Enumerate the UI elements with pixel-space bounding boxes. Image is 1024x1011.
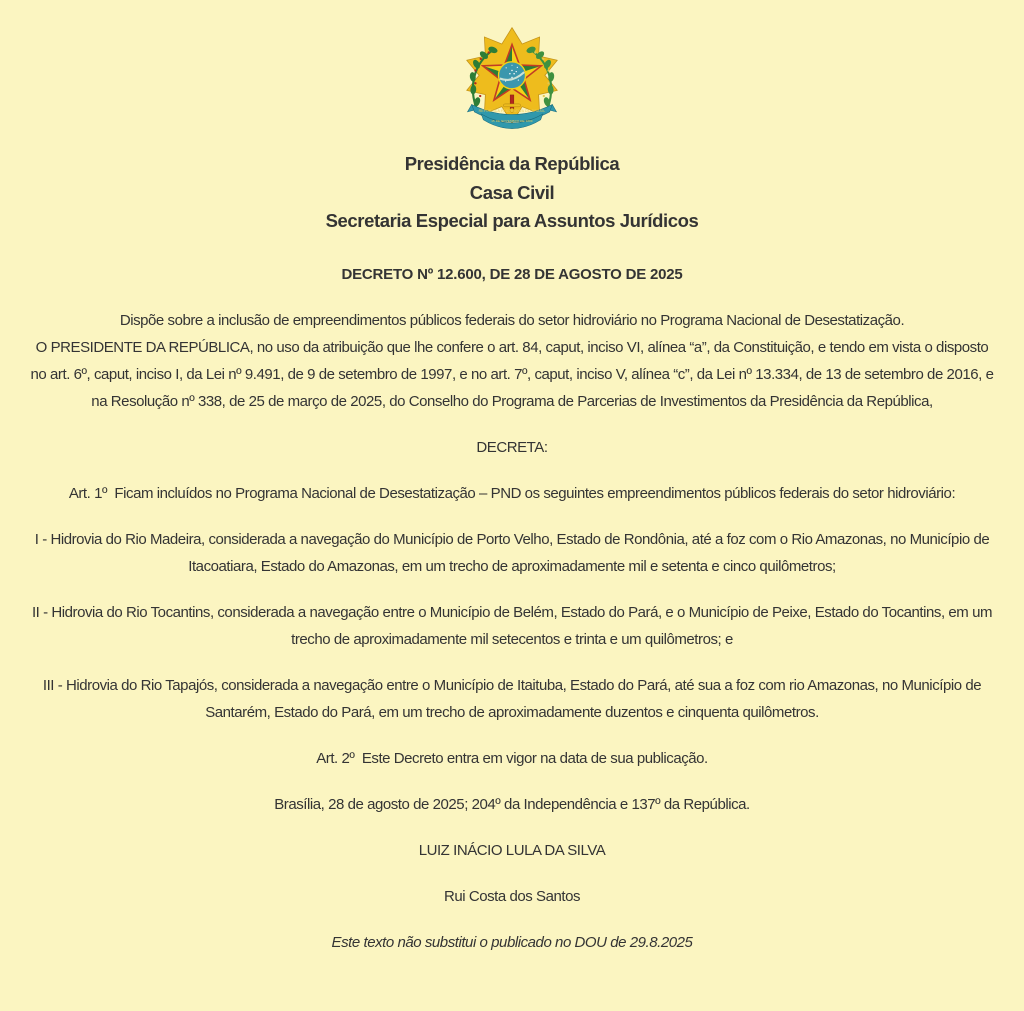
decree-title: DECRETO Nº 12.600, DE 28 DE AGOSTO DE 2025 bbox=[341, 265, 683, 283]
signature-minister: Rui Costa dos Santos bbox=[443, 887, 581, 905]
org-line-casa-civil: Casa Civil bbox=[469, 181, 555, 203]
decreta-line: DECRETA: bbox=[476, 438, 548, 456]
preamble-paragraph: O PRESIDENTE DA REPÚBLICA, no uso da atribuição que lhe confere o art. 84, caput, inciso VI, alínea “a”, da Constituição, e tendo em vista o disposto no art. 6º, caput, inciso I, da Lei nº 9.491, de 9 de setembro de 1997, e no art. 7º, caput, inciso V, alínea “c”, da Lei nº 13.334, de 13 de setembro de 2016, e na Resolução nº 338, de 25 de março de 2025, do Conselho do Programa de Parcerias de Investimentos da Presidência da República, bbox=[30, 338, 994, 410]
org-header bbox=[30, 150, 994, 236]
item-II-hidrovia-tocantins: II - Hidrovia do Rio Tocantins, considerada a navegação entre o Município de Belém, Estado do Pará, e o Município de Peixe, Estado do Tocantins, em um trecho de aproximadamente mil setecentos e trinta e um quilômetros; e bbox=[31, 603, 993, 648]
footnote: Este texto não substitui o publicado no DOU de 29.8.2025 bbox=[331, 933, 693, 951]
emblem-celestial-globe bbox=[498, 62, 525, 89]
org-line-secretaria: Secretaria Especial para Assuntos Jurídicos bbox=[325, 210, 699, 231]
brazil-coat-of-arms-icon bbox=[459, 26, 565, 140]
org-line-presidencia: Presidência da República bbox=[404, 153, 620, 174]
signature-president: LUIZ INÁCIO LULA DA SILVA bbox=[418, 841, 606, 859]
emblem-ribbon-text-2: 15 DE NOVEMBRO DE 1889 bbox=[491, 118, 533, 123]
item-III-hidrovia-tapajos: III - Hidrovia do Rio Tapajós, considerada a navegação entre o Município de Itaituba, Estado do Pará, até sua a foz com rio Amazonas, no Município de Santarém, Estado do Pará, em um trecho de aproximadamente duzentos e cinquenta quilômetros. bbox=[42, 676, 982, 721]
item-I-hidrovia-madeira: I - Hidrovia do Rio Madeira, considerada a navegação do Município de Porto Velho, Estado de Rondônia, até a foz com o Rio Amazonas, no Município de Itacoatiara, Estado do Amazonas, em um trecho de aproximadamente mil e setenta e cinco quilômetros; bbox=[34, 530, 990, 575]
ementa-paragraph: Dispõe sobre a inclusão de empreendimentos públicos federais do setor hidroviário no Programa Nacional de Desestatização. bbox=[119, 311, 905, 329]
date-signature-line: Brasília, 28 de agosto de 2025; 204º da Independência e 137º da República. bbox=[274, 795, 750, 813]
emblem-ribbon-text-1: REPÚBLICA FEDERATIVA DO BRASIL bbox=[478, 108, 546, 113]
article-1: Art. 1º Ficam incluídos no Programa Nacional de Desestatização – PND os seguintes empreendimentos públicos federais do setor hidroviário: bbox=[68, 484, 956, 502]
article-2: Art. 2º Este Decreto entra em vigor na data de sua publicação. bbox=[316, 749, 708, 767]
